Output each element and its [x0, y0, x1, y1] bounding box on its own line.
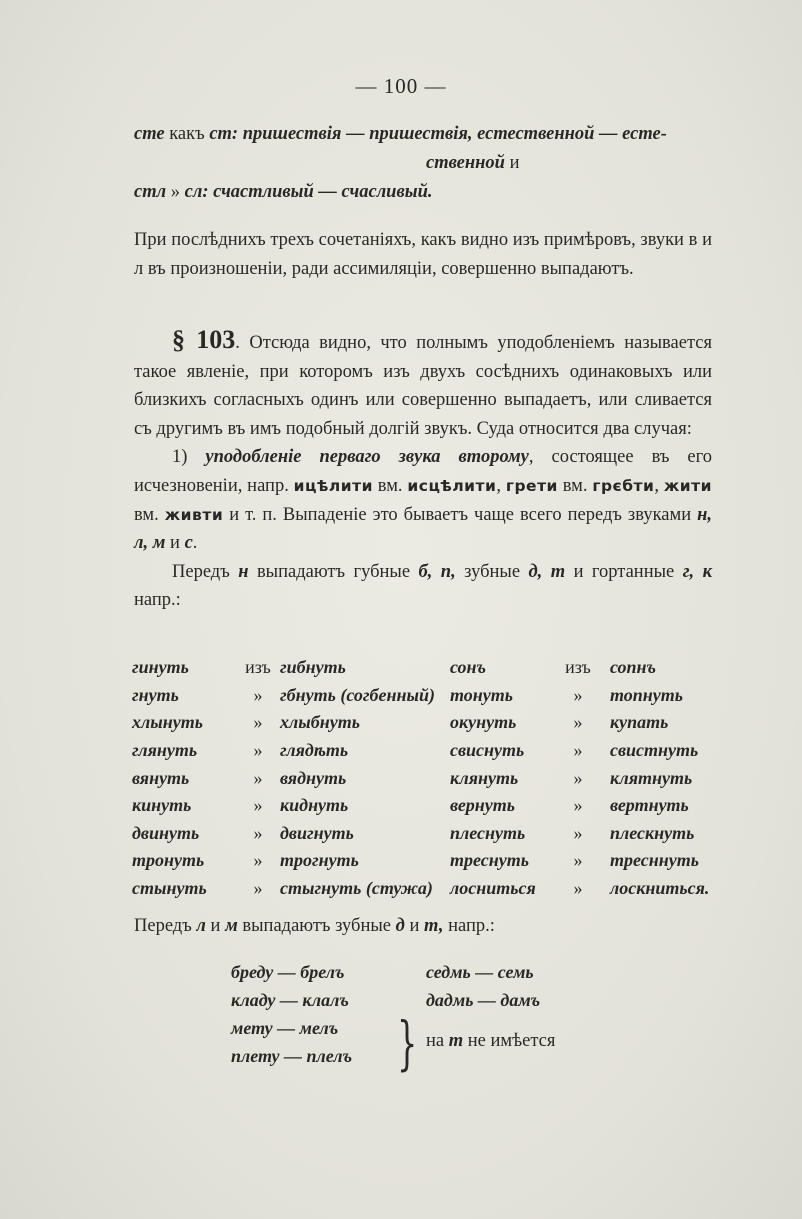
example-dadm: дадмь — дамъ [426, 990, 541, 1010]
table-cell-w4: лоскниться. [610, 878, 710, 899]
table-cell-w1: гнуть [132, 684, 179, 705]
table-cell-m1: изъ [245, 657, 271, 678]
table-cell-w3: лосниться [450, 878, 536, 899]
table-cell-w4: купать [610, 712, 669, 733]
page-number: — 100 — [355, 74, 447, 98]
table-row [132, 820, 709, 848]
table-cell-m1: » [253, 822, 263, 843]
table-row [132, 737, 709, 765]
table-cell-w2: двигнуть [280, 822, 354, 843]
example-sedm: седмь — семь [426, 962, 534, 982]
table-cell-w4: тресннуть [610, 850, 699, 871]
table-cell-m1: » [253, 878, 263, 899]
example-bredu: бреду — брелъ [231, 962, 345, 982]
table-row [132, 654, 709, 682]
table-cell-m1: » [253, 740, 263, 761]
paragraph-assimilation: При послѣднихъ трехъ сочетаніяхъ, какъ видно изъ примѣровъ, звуки в и л въ произношеніи, ради ассимиляціи, совершенно выпадаютъ. [134, 230, 712, 279]
table-cell-w1: тронуть [132, 850, 205, 871]
table-cell-w2: стыгнуть (стужа) [280, 878, 433, 899]
example-note: на т не имѣется [426, 1031, 556, 1051]
table-cell-w2: глядѣть [280, 740, 349, 761]
table-cell-w4: топнуть [610, 684, 683, 705]
word-table [132, 654, 709, 902]
table-cell-w2: хлыбнуть [280, 712, 360, 733]
table-cell-m2: » [573, 740, 583, 761]
table-cell-w1: гинуть [132, 657, 189, 678]
table-cell-w1: хлынуть [132, 712, 203, 733]
table-cell-w3: окунуть [450, 712, 517, 733]
table-cell-w3: вернуть [450, 795, 516, 816]
table-cell-m1: » [253, 712, 263, 733]
table-cell-w1: стынуть [132, 878, 207, 899]
table-row [132, 709, 709, 737]
table-cell-m2: » [573, 767, 583, 788]
table-cell-w4: сопнъ [610, 657, 657, 678]
example-line-1: сте какъ ст: пришествія — пришествія, естественной — есте- [134, 124, 667, 144]
table-cell-w1: кинуть [132, 795, 192, 816]
example-line-3: стл » сл: счастливый — счасливый. [134, 182, 433, 202]
table-cell-w4: свистнуть [610, 740, 699, 761]
table-cell-w2: вяднуть [280, 767, 347, 788]
table-row [132, 875, 709, 903]
table-cell-w4: вертнуть [610, 795, 689, 816]
section-text: . Отсюда видно, что полнымъ уподобленіемъ называется такое явленіе, при которомъ изъ двухъ сосѣднихъ одинаковыхъ или близкихъ согласныхъ одинъ или совершенно выпадаетъ, или сливается съ другимъ въ имъ подобный долгій звукъ. Суда относится два случая: [134, 333, 713, 439]
table-cell-m1: » [253, 767, 263, 788]
table-cell-w4: клятнуть [610, 767, 693, 788]
paragraph-before-l-m: Передъ л и м выпадаютъ зубные д и т, напр.: [134, 916, 495, 936]
table-cell-w3: свиснуть [450, 740, 525, 761]
example-pletu: плету — плелъ [231, 1046, 353, 1066]
table-cell-m2: » [573, 795, 583, 816]
brace-icon: } [397, 1009, 418, 1077]
case-1: 1) уподобленіе перваго звука второму, состоящее въ его исчезновеніи, напр. ицѣлити вм. исцѣлити, грети вм. грєбти, жити вм. живти и т. п. Выпаденіе это бываетъ чаще всего передъ звуками н, л, м и с. [134, 447, 712, 554]
example-kladu: кладу — клалъ [231, 990, 349, 1010]
table-cell-m2: » [573, 712, 583, 733]
table-cell-w3: сонъ [450, 657, 487, 678]
table-cell-m1: » [253, 850, 263, 871]
table-cell-w3: клянуть [450, 767, 519, 788]
table-cell-w4: плескнуть [610, 822, 695, 843]
table-cell-w3: плеснуть [450, 822, 526, 843]
table-cell-m2: » [573, 878, 583, 899]
table-cell-w2: киднуть [280, 795, 349, 816]
table-cell-w1: вянуть [132, 767, 190, 788]
table-row [132, 764, 709, 792]
table-cell-m1: » [253, 684, 263, 705]
table-row [132, 792, 709, 820]
table-cell-w2: гбнуть (согбенный) [280, 684, 435, 705]
example-metu: мету — мелъ [231, 1018, 339, 1038]
section-103 [134, 326, 712, 615]
table-cell-m2: » [573, 850, 583, 871]
table-cell-m1: » [253, 795, 263, 816]
table-row [132, 682, 709, 710]
table-cell-w1: двинуть [132, 822, 200, 843]
paragraph-before-n: Передъ н выпадаютъ губные б, п, зубные д, т и гортанные г, к напр.: [134, 561, 712, 611]
table-cell-m2: изъ [565, 657, 591, 678]
table-cell-w3: треснуть [450, 850, 529, 871]
table-cell-w1: глянуть [132, 740, 198, 761]
table-cell-w2: гибнуть [280, 657, 346, 678]
example-line-2: ственной и [426, 153, 520, 173]
table-cell-m2: » [573, 822, 583, 843]
table-cell-w3: тонуть [450, 684, 513, 705]
table-cell-m2: » [573, 684, 583, 705]
table-cell-w2: трогнуть [280, 850, 359, 871]
table-row [132, 847, 709, 875]
section-number: § 103 [172, 325, 236, 354]
